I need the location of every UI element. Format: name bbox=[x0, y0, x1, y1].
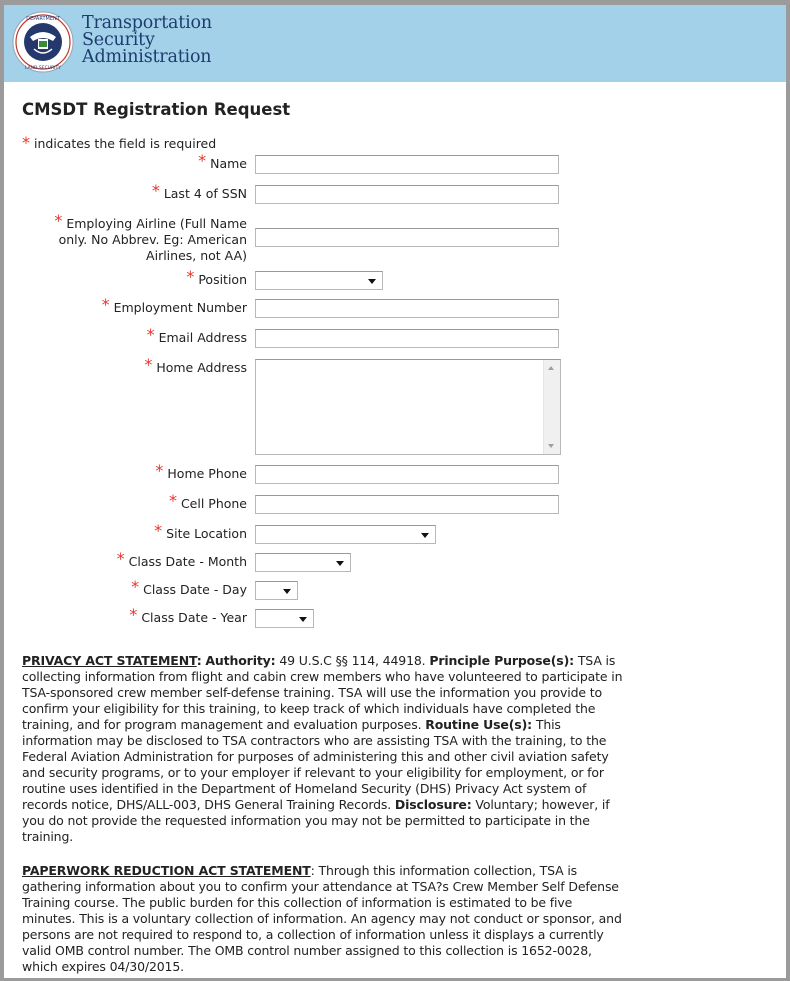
authority-text: 49 U.S.C §§ 114, 44918. bbox=[275, 653, 430, 668]
employing-airline-label-text: Employing Airline (Full Name only. No Abbrev. Eg: American Airlines, not AA) bbox=[58, 216, 247, 263]
email-input[interactable] bbox=[255, 329, 559, 348]
email-label bbox=[146, 325, 247, 346]
class-day-select[interactable] bbox=[255, 581, 298, 600]
purpose-label: Principle Purpose(s): bbox=[429, 653, 574, 668]
chevron-down-icon bbox=[299, 617, 307, 622]
name-label-text: Name bbox=[210, 156, 247, 171]
agency-name bbox=[82, 15, 212, 66]
required-asterisk-icon: * bbox=[186, 267, 195, 286]
class-day-label bbox=[131, 577, 247, 598]
chevron-down-icon bbox=[421, 533, 429, 538]
authority-label: Authority: bbox=[205, 653, 276, 668]
required-asterisk-icon: * bbox=[144, 355, 153, 374]
required-note-text: indicates the field is required bbox=[34, 136, 217, 151]
chevron-down-icon bbox=[283, 589, 291, 594]
privacy-heading: PRIVACY ACT STATEMENT bbox=[22, 653, 197, 668]
agency-name-line2: Security bbox=[82, 30, 155, 50]
routine-text: This information may be disclosed to TSA contractors who are assisting TSA with the training, to the Federal Aviation Administration for purposes of administering this and other civil aviation safety and security programs, or to your employer if relevant to your eligibility for employment, or for routine uses identified in the Department of Homeland Security (DHS) Privacy Act system of records notice, DHS/ALL-003, DHS General Training Records. bbox=[22, 717, 609, 812]
name-input[interactable] bbox=[255, 155, 559, 174]
home-address-label-text: Home Address bbox=[156, 360, 247, 375]
cell-phone-input[interactable] bbox=[255, 495, 559, 514]
class-year-select[interactable] bbox=[255, 609, 314, 628]
required-asterisk-icon: * bbox=[22, 133, 30, 152]
home-phone-input[interactable] bbox=[255, 465, 559, 484]
ssn-label bbox=[151, 181, 247, 202]
svg-text:DEPARTMENT: DEPARTMENT bbox=[26, 16, 60, 22]
chevron-down-icon bbox=[368, 279, 376, 284]
home-phone-label-text: Home Phone bbox=[167, 466, 247, 481]
page bbox=[4, 5, 786, 978]
home-address-textarea[interactable] bbox=[255, 359, 561, 455]
class-year-label bbox=[129, 605, 247, 626]
name-label bbox=[198, 151, 247, 172]
site-location-select[interactable] bbox=[255, 525, 436, 544]
disclosure-label: Disclosure: bbox=[394, 797, 472, 812]
required-note bbox=[22, 133, 217, 155]
privacy-act-statement: PRIVACY ACT STATEMENT: Authority: 49 U.S.C §§ 114, 44918. Principle Purpose(s): TSA is collecting information from flight and cabin crew members who have volunteered to participate in TSA-sponsored crew member self-defense training. TSA will use the information you provide to confirm your eligibility for this training, to keep track of which individuals have completed the training, and for program management and evaluation purposes. Routine Use(s): This information may be disclosed to TSA contractors who are assisting TSA with the training, to the Federal Aviation Administration for purposes of administering this and other civil aviation safety and security programs, or to your employer if relevant to your eligibility for employment, or for routine uses identified in the Department of Homeland Security (DHS) Privacy Act system of records notice, DHS/ALL-003, DHS General Training Records. Disclosure: Voluntary; however, if you do not provide the requested information you may not be permitted to participate in the training. bbox=[22, 653, 623, 844]
purpose-text: TSA is collecting information from flight and cabin crew members who have volunteered to participate in TSA-sponsored crew member self-defense training. TSA will use the information you provide to confirm your eligibility for this training, to keep track of which individuals have completed the training, and for program management and evaluation purposes. bbox=[22, 653, 623, 732]
home-address-label bbox=[144, 355, 247, 376]
dhs-seal-icon bbox=[12, 11, 74, 73]
paperwork-heading: PAPERWORK REDUCTION ACT STATEMENT bbox=[22, 863, 311, 878]
ssn-input[interactable] bbox=[255, 185, 559, 204]
required-asterisk-icon: * bbox=[129, 605, 138, 624]
chevron-down-icon bbox=[336, 561, 344, 566]
email-label-text: Email Address bbox=[158, 330, 247, 345]
required-asterisk-icon: * bbox=[155, 461, 164, 480]
position-label bbox=[186, 267, 247, 288]
required-asterisk-icon: * bbox=[198, 151, 207, 170]
class-month-select[interactable] bbox=[255, 553, 351, 572]
employment-number-input[interactable] bbox=[255, 299, 559, 318]
routine-label: Routine Use(s): bbox=[425, 717, 533, 732]
site-location-label-text: Site Location bbox=[166, 526, 247, 541]
svg-text:LAND SECURITY: LAND SECURITY bbox=[24, 66, 62, 71]
employment-number-label-text: Employment Number bbox=[113, 300, 247, 315]
site-location-label bbox=[154, 521, 247, 542]
class-month-label bbox=[116, 549, 247, 570]
required-asterisk-icon: * bbox=[154, 521, 163, 540]
scroll-down-icon[interactable] bbox=[548, 444, 554, 448]
agency-name-line1: Transportation bbox=[82, 13, 212, 33]
cell-phone-label bbox=[168, 491, 247, 512]
paperwork-reduction-statement bbox=[22, 863, 626, 975]
header-banner bbox=[4, 5, 786, 82]
class-month-label-text: Class Date - Month bbox=[128, 554, 247, 569]
required-asterisk-icon: * bbox=[131, 577, 140, 596]
cell-phone-label-text: Cell Phone bbox=[180, 496, 247, 511]
paperwork-text: : Through this information collection, TSA is gathering information about you to confirm your attendance at TSA?s Crew Member Self Defense Training course. The public burden for this collection of information is estimated to be five minutes. This is a voluntary collection of information. An agency may not conduct or sponsor, and persons are not required to respond to, a collection of information unless it displays a currently valid OMB control number. The OMB control number assigned to this collection is 1652-0028, which expires 04/30/2015. bbox=[22, 863, 622, 974]
employing-airline-label bbox=[37, 211, 247, 264]
textarea-scrollbar[interactable] bbox=[543, 360, 560, 454]
required-asterisk-icon: * bbox=[151, 181, 160, 200]
required-asterisk-icon: * bbox=[116, 549, 125, 568]
scroll-up-icon[interactable] bbox=[548, 366, 554, 370]
class-day-label-text: Class Date - Day bbox=[143, 582, 247, 597]
class-year-label-text: Class Date - Year bbox=[141, 610, 247, 625]
position-select[interactable] bbox=[255, 271, 383, 290]
employment-number-label bbox=[101, 295, 247, 316]
disclosure-text: Voluntary; however, if you do not provide the requested information you may not be permitted to participate in the training. bbox=[22, 797, 610, 844]
required-asterisk-icon: * bbox=[146, 325, 155, 344]
position-label-text: Position bbox=[198, 272, 247, 287]
required-asterisk-icon: * bbox=[54, 211, 63, 230]
employing-airline-input[interactable] bbox=[255, 228, 559, 247]
agency-name-line3: Administration bbox=[82, 47, 212, 67]
required-asterisk-icon: * bbox=[168, 491, 177, 510]
home-phone-label bbox=[155, 461, 247, 482]
page-title: CMSDT Registration Request bbox=[22, 100, 291, 119]
ssn-label-text: Last 4 of SSN bbox=[163, 186, 247, 201]
required-asterisk-icon: * bbox=[101, 295, 110, 314]
